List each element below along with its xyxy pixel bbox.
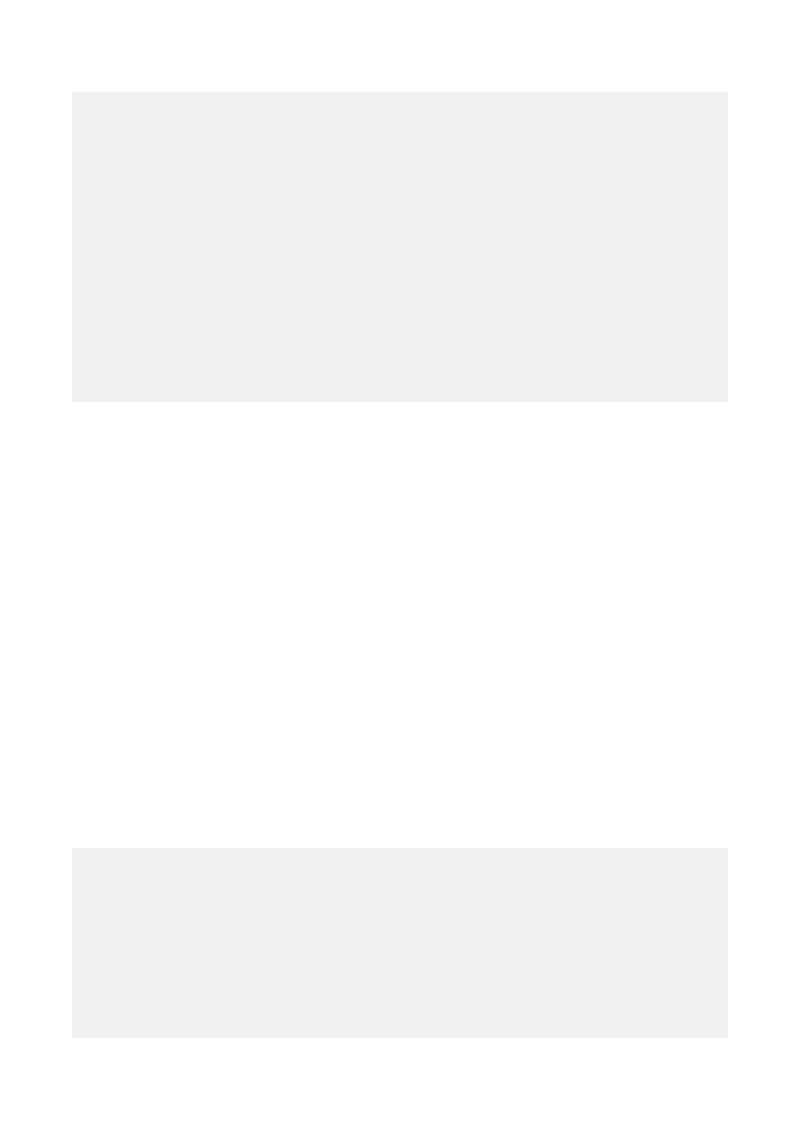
lat-long-grid-map [80, 450, 500, 640]
explanation-block [72, 92, 728, 402]
answer-block [72, 848, 728, 1038]
